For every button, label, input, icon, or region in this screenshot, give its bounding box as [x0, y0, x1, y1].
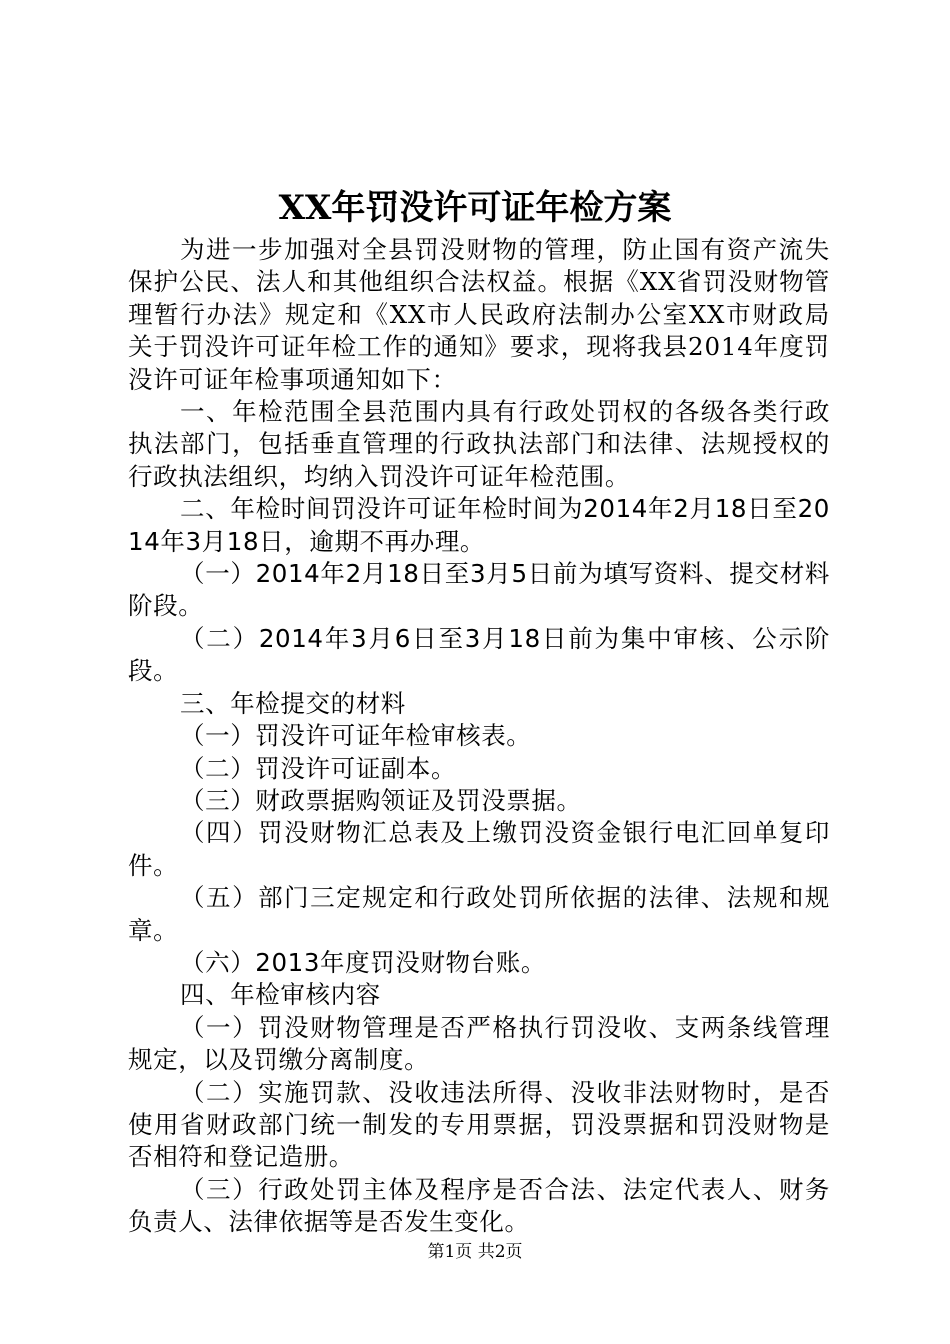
section-4-item-3: （三）行政处罚主体及程序是否合法、法定代表人、财务负责人、法律依据等是否发生变化。: [128, 1174, 830, 1237]
section-4-item-2: （二）实施罚款、没收违法所得、没收非法财物时，是否使用省财政部门统一制发的专用票据，罚没票据和罚没财物是否相符和登记造册。: [128, 1077, 830, 1172]
section-2-item-2: （二）2014年3月6日至3月18日前为集中审核、公示阶段。: [128, 623, 830, 686]
section-3-item-4: （四）罚没财物汇总表及上缴罚没资金银行电汇回单复印件。: [128, 818, 830, 880]
section-2-item-1: （一）2014年2月18日至3月5日前为填写资料、提交材料阶段。: [128, 559, 830, 621]
section-3-heading: 三、年检提交的材料: [180, 688, 406, 718]
section-3-item-5: （五）部门三定规定和行政处罚所依据的法律、法规和规章。: [128, 883, 830, 945]
section-3-item-6: （六）2013年度罚没财物台账。: [180, 947, 546, 977]
section-3-item-1: （一）罚没许可证年检审核表。: [180, 721, 532, 751]
intro-paragraph: 为进一步加强对全县罚没财物的管理，防止国有资产流失保护公民、法人和其他组织合法权益。根据《XX省罚没财物管理暂行办法》规定和《XX市人民政府法制办公室XX市财政局关于罚没许可证年检工作的通知》要求，现将我县2014年度罚没许可证年检事项通知如下：: [128, 235, 830, 394]
section-4-item-1: （一）罚没财物管理是否严格执行罚没收、支两条线管理规定，以及罚缴分离制度。: [128, 1012, 830, 1075]
section-3-item-2: （二）罚没许可证副本。: [180, 753, 457, 783]
section-1-scope: 一、年检范围全县范围内具有行政处罚权的各级各类行政执法部门，包括垂直管理的行政执法部门和法律、法规授权的行政执法组织，均纳入罚没许可证年检范围。: [128, 397, 830, 491]
document-body: [128, 234, 830, 1239]
section-4-heading: 四、年检审核内容: [180, 980, 381, 1010]
section-3-item-3: （三）财政票据购领证及罚没票据。: [180, 785, 582, 815]
document-title: XX年罚没许可证年检方案: [278, 188, 672, 228]
page-footer: 第1页 共2页: [427, 1242, 523, 1262]
section-2-time: 二、年检时间罚没许可证年检时间为2014年2月18日至2014年3月18日，逾期不再办理。: [128, 494, 830, 556]
